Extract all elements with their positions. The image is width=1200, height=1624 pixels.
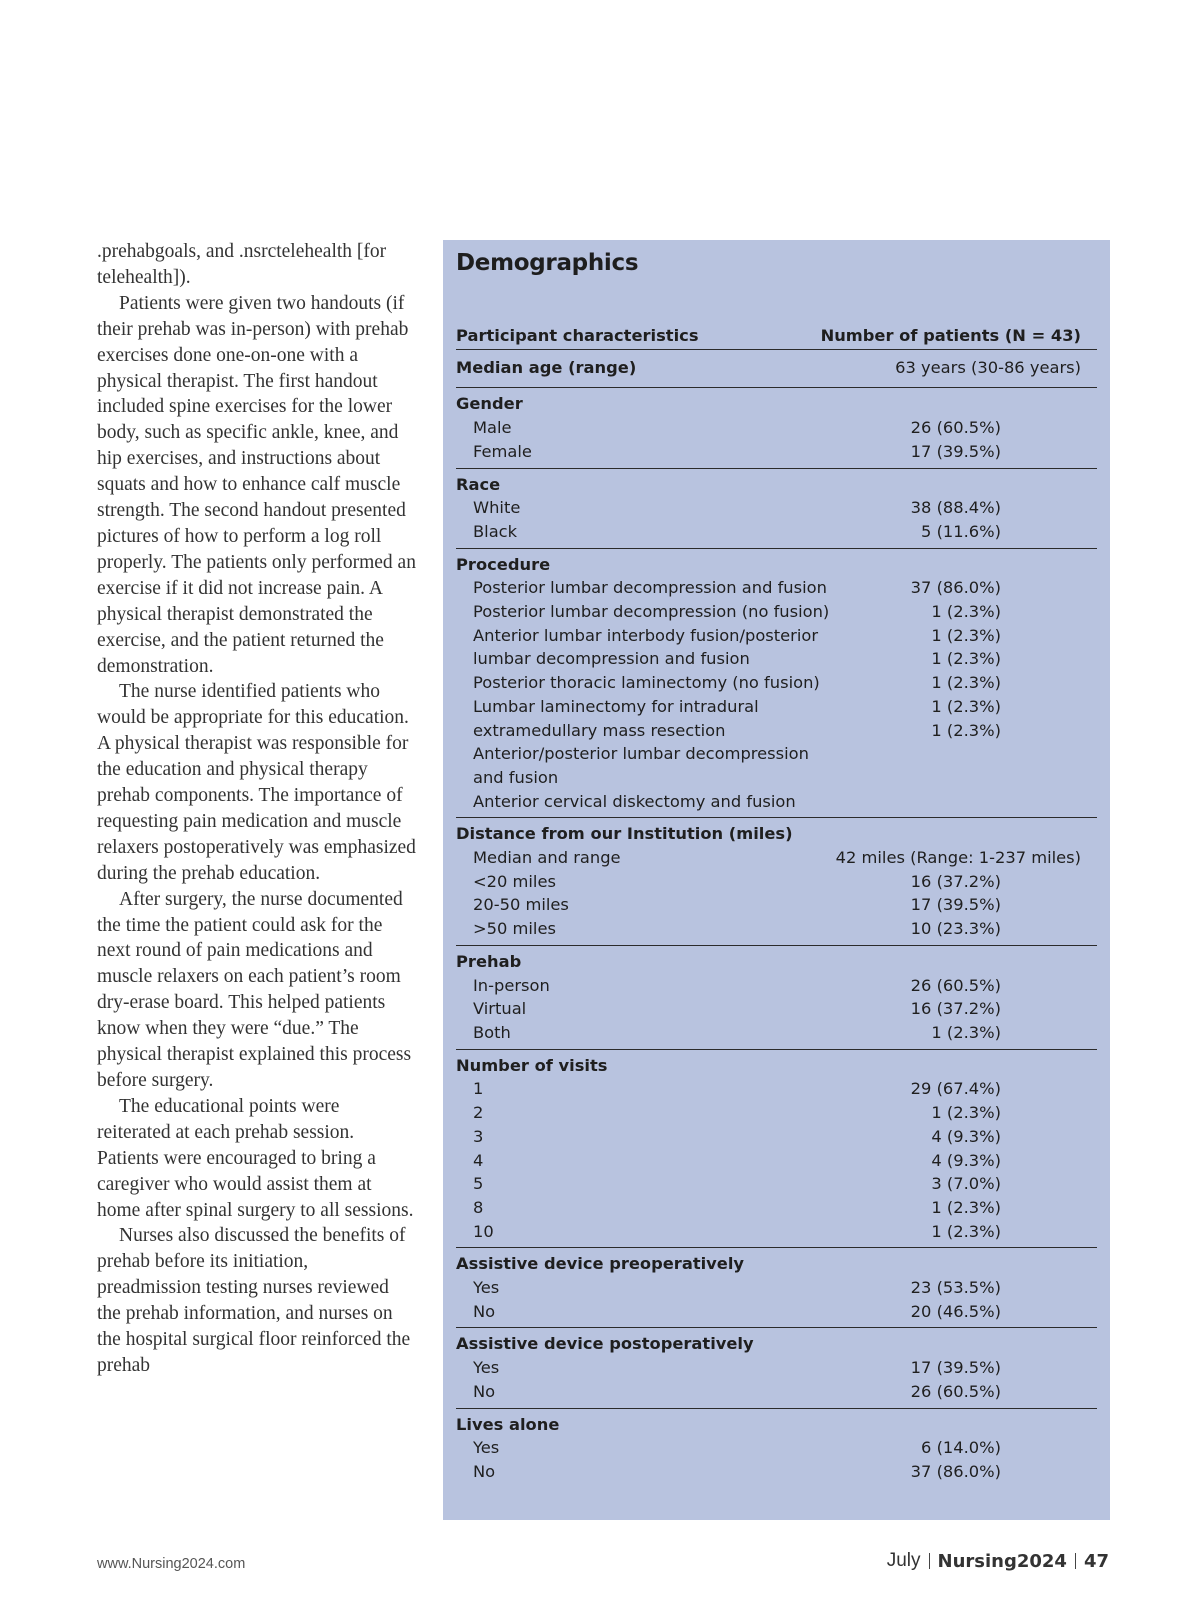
group-label: Assistive device preoperatively bbox=[456, 1254, 745, 1274]
demographics-panel bbox=[443, 240, 1110, 1520]
row-value: 38 (88.4%) bbox=[910, 498, 1001, 518]
row-label: Male bbox=[473, 418, 512, 438]
row-value: 37 (86.0%) bbox=[910, 578, 1001, 598]
group-label: Gender bbox=[456, 394, 523, 414]
body-paragraph: After surgery, the nurse documented the time the patient could ask for the next round of pain medications and muscle relaxers on each patient’s room dry-erase board. This helped patients know when they were “due.” The physical therapist explained this process before surgery. bbox=[97, 888, 412, 1091]
row-label: Yes bbox=[473, 1438, 500, 1458]
row-label: No bbox=[473, 1461, 496, 1481]
table-row bbox=[456, 440, 1097, 464]
table-row bbox=[456, 1172, 1097, 1196]
row-label: No bbox=[473, 1301, 496, 1321]
row-label: Black bbox=[473, 521, 518, 541]
table-row bbox=[456, 1021, 1097, 1045]
group-gender bbox=[456, 388, 1097, 468]
row-value: 20 (46.5%) bbox=[910, 1301, 1001, 1321]
group-value: 63 years (30-86 years) bbox=[895, 357, 1081, 377]
table-row bbox=[456, 416, 1097, 440]
table-row bbox=[456, 520, 1097, 544]
table-row bbox=[456, 1196, 1097, 1220]
table-row bbox=[456, 870, 1097, 894]
table-row bbox=[456, 1077, 1097, 1101]
group-label: Race bbox=[456, 474, 501, 494]
body-paragraph: The educational points were reiterated at each prehab session. Patients were encouraged to bring a caregiver who would assist them at home after spinal surgery to all sessions. bbox=[97, 1095, 414, 1221]
table-row bbox=[456, 496, 1097, 520]
row-value: 1 (2.3%) bbox=[931, 1197, 1001, 1217]
row-value: 1 (2.3%) bbox=[931, 625, 1001, 645]
group-race bbox=[456, 469, 1097, 549]
row-label: 3 bbox=[473, 1126, 484, 1146]
page-number: 47 bbox=[1083, 1550, 1109, 1572]
table-row bbox=[456, 974, 1097, 998]
row-label: lumbar decompression and fusion bbox=[473, 649, 750, 669]
table-row bbox=[456, 1101, 1097, 1125]
column-header-characteristics: Participant characteristics bbox=[456, 326, 699, 345]
row-label: 10 bbox=[473, 1221, 494, 1241]
group-label: Lives alone bbox=[456, 1414, 560, 1434]
row-value: 42 miles (Range: 1-237 miles) bbox=[835, 848, 1081, 868]
procedure-labels bbox=[456, 576, 829, 813]
demographics-table bbox=[456, 324, 1097, 1488]
group-procedure bbox=[456, 549, 1097, 819]
row-value: 16 (37.2%) bbox=[910, 871, 1001, 891]
row-label: Posterior lumbar decompression (no fusion) bbox=[473, 602, 830, 622]
procedure-rows bbox=[456, 576, 1097, 813]
row-value: 1 (2.3%) bbox=[931, 696, 1001, 716]
row-label: Both bbox=[473, 1022, 511, 1042]
group-visits bbox=[456, 1050, 1097, 1249]
row-value: 1 (2.3%) bbox=[931, 1022, 1001, 1042]
group-prehab bbox=[456, 946, 1097, 1050]
row-label: Posterior lumbar decompression and fusion bbox=[473, 578, 827, 598]
row-value: 3 (7.0%) bbox=[931, 1174, 1001, 1194]
table-row bbox=[456, 1436, 1097, 1460]
table-row bbox=[456, 1276, 1097, 1300]
row-label: 5 bbox=[473, 1174, 484, 1194]
row-label: 4 bbox=[473, 1150, 484, 1170]
group-label: Median age (range) bbox=[456, 357, 637, 377]
row-value: 37 (86.0%) bbox=[910, 1461, 1001, 1481]
row-label: Lumbar laminectomy for intradural bbox=[473, 696, 759, 716]
table-row bbox=[456, 1380, 1097, 1404]
row-value: 23 (53.5%) bbox=[910, 1278, 1001, 1298]
table-row bbox=[456, 1149, 1097, 1173]
row-label: Female bbox=[473, 441, 532, 461]
footer-divider bbox=[1075, 1553, 1076, 1569]
row-label: White bbox=[473, 498, 521, 518]
footer-divider bbox=[929, 1553, 930, 1569]
row-value: 26 (60.5%) bbox=[910, 418, 1001, 438]
row-label: Median and range bbox=[473, 848, 621, 868]
row-value: 26 (60.5%) bbox=[910, 1381, 1001, 1401]
table-row bbox=[456, 846, 1097, 870]
body-text-column bbox=[97, 239, 417, 1379]
table-row bbox=[456, 1300, 1097, 1324]
row-value: 16 (37.2%) bbox=[910, 999, 1001, 1019]
body-paragraph: Patients were given two handouts (if their prehab was in-person) with prehab exercises done one-on-one with a physical therapist. The first handout included spine exercises for the lower body, such as specific ankle, knee, and hip exercises, and instructions about squats and how to enhance calf muscle strength. The second handout presented pictures of how to perform a log roll properly. The patients only performed an exercise if it did not increase pain. A physical therapist demonstrated the exercise, and the patient returned the demonstration. bbox=[97, 292, 416, 677]
row-value: 26 (60.5%) bbox=[910, 975, 1001, 995]
row-value: 6 (14.0%) bbox=[921, 1438, 1001, 1458]
row-label: Anterior/posterior lumbar decompression bbox=[473, 744, 809, 764]
row-label: <20 miles bbox=[473, 871, 556, 891]
table-row bbox=[456, 997, 1097, 1021]
row-value: 1 (2.3%) bbox=[931, 649, 1001, 669]
group-device-post bbox=[456, 1328, 1097, 1408]
group-label: Assistive device postoperatively bbox=[456, 1334, 754, 1354]
table-row bbox=[456, 1125, 1097, 1149]
table-title: Demographics bbox=[456, 250, 639, 276]
row-label: 1 bbox=[473, 1079, 484, 1099]
group-label: Procedure bbox=[456, 554, 551, 574]
row-label: 8 bbox=[473, 1197, 484, 1217]
body-paragraph: The nurse identified patients who would be appropriate for this education. A physical therapist was responsible for the education and physical therapy prehab components. The importance of requesting pain medication and muscle relaxers postoperatively was emphasized during the prehab education. bbox=[97, 681, 416, 884]
row-value: 1 (2.3%) bbox=[931, 1103, 1001, 1123]
group-device-pre bbox=[456, 1248, 1097, 1328]
table-row bbox=[456, 1460, 1097, 1484]
row-value: 5 (11.6%) bbox=[921, 521, 1001, 541]
row-value: 17 (39.5%) bbox=[910, 895, 1001, 915]
row-value: 4 (9.3%) bbox=[931, 1126, 1001, 1146]
row-label: Yes bbox=[473, 1358, 500, 1378]
row-value: 10 (23.3%) bbox=[910, 919, 1001, 939]
row-label: Yes bbox=[473, 1278, 500, 1298]
column-header-count: Number of patients (N = 43) bbox=[820, 326, 1081, 345]
row-label: extramedullary mass resection bbox=[473, 720, 726, 740]
row-value: 1 (2.3%) bbox=[931, 1221, 1001, 1241]
table-row bbox=[456, 917, 1097, 941]
table-header bbox=[456, 324, 1097, 350]
row-value: 1 (2.3%) bbox=[931, 602, 1001, 622]
row-label: No bbox=[473, 1381, 496, 1401]
row-label: and fusion bbox=[473, 767, 559, 787]
footer-folio bbox=[887, 1550, 1109, 1572]
row-label: 2 bbox=[473, 1103, 484, 1123]
body-paragraph: .prehabgoals, and .nsrctelehealth [for telehealth]). bbox=[97, 241, 387, 288]
row-value: 1 (2.3%) bbox=[931, 720, 1001, 740]
row-value: 4 (9.3%) bbox=[931, 1150, 1001, 1170]
body-paragraph: Nurses also discussed the benefits of prehab before its initiation, preadmission testing nurses reviewed the prehab information, and nurses on the hospital surgical floor reinforced the prehab bbox=[97, 1225, 411, 1376]
footer-month: July bbox=[886, 1550, 921, 1571]
row-label: Anterior lumbar interbody fusion/posterior bbox=[473, 625, 819, 645]
group-median-age bbox=[456, 350, 1097, 389]
footer-website: www.Nursing2024.com bbox=[97, 1556, 246, 1572]
group-label: Number of visits bbox=[456, 1055, 608, 1075]
table-row bbox=[456, 1356, 1097, 1380]
row-label: Virtual bbox=[473, 999, 527, 1019]
group-label: Distance from our Institution (miles) bbox=[456, 824, 793, 844]
table-row bbox=[456, 893, 1097, 917]
row-label: Anterior cervical diskectomy and fusion bbox=[473, 791, 796, 811]
footer-journal: Nursing2024 bbox=[937, 1550, 1067, 1572]
procedure-values bbox=[829, 576, 1097, 813]
row-value: 1 (2.3%) bbox=[931, 673, 1001, 693]
row-value: 17 (39.5%) bbox=[910, 1358, 1001, 1378]
group-distance bbox=[456, 818, 1097, 946]
row-label: Posterior thoracic laminectomy (no fusion) bbox=[473, 673, 820, 693]
row-label: In-person bbox=[473, 975, 550, 995]
table-row bbox=[456, 1220, 1097, 1244]
group-label: Prehab bbox=[456, 951, 522, 971]
group-lives-alone bbox=[456, 1409, 1097, 1488]
row-value: 29 (67.4%) bbox=[910, 1079, 1001, 1099]
row-value: 17 (39.5%) bbox=[910, 441, 1001, 461]
row-label: 20-50 miles bbox=[473, 895, 569, 915]
row-label: >50 miles bbox=[473, 919, 556, 939]
